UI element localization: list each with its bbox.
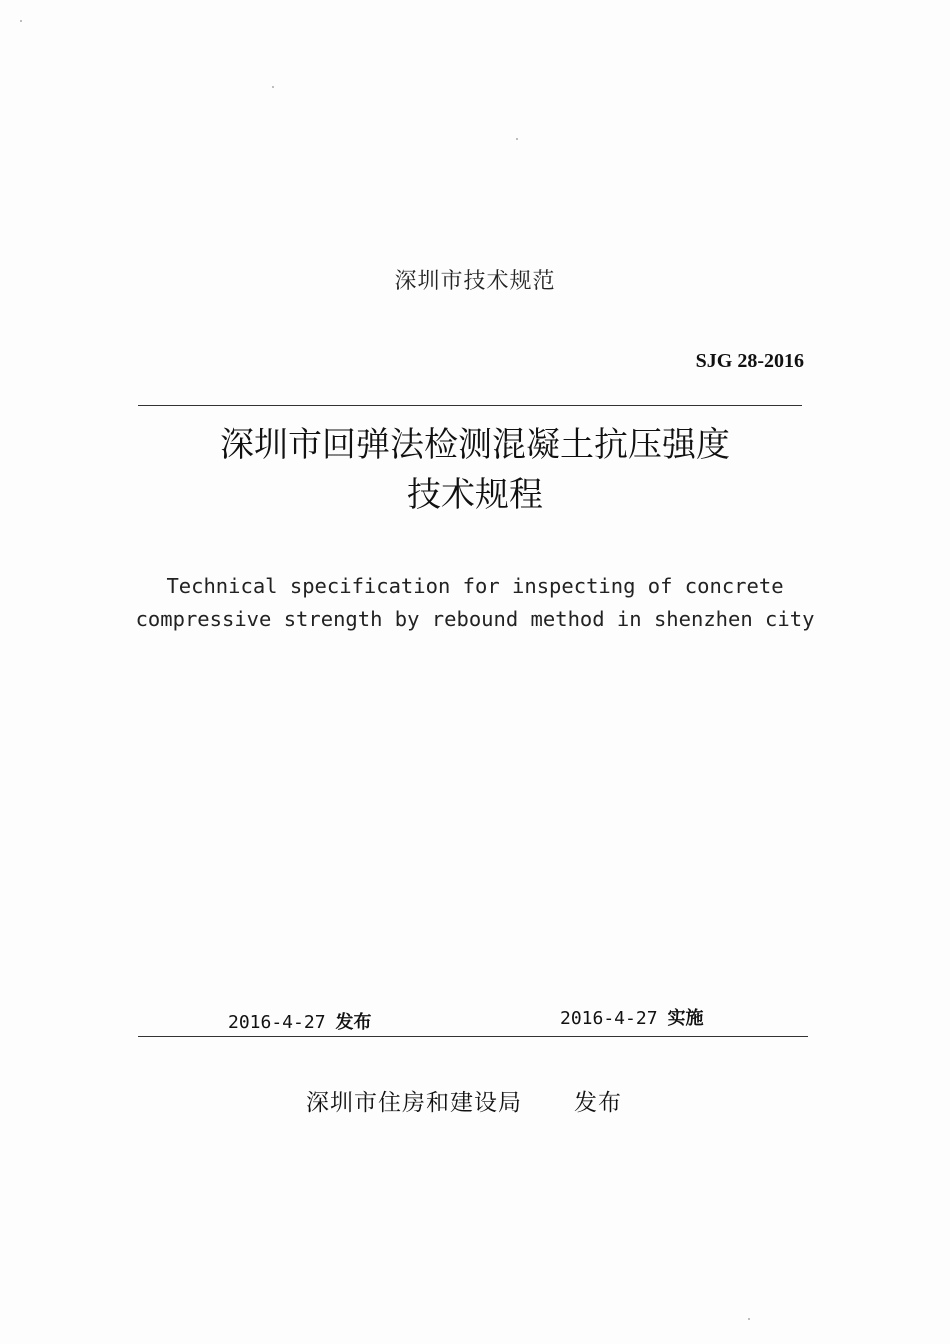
standard-series-label: 深圳市技术规范 bbox=[394, 269, 556, 294]
effective-date: 2016-4-27 bbox=[560, 1008, 658, 1029]
issue-date-row bbox=[228, 1008, 372, 1034]
publisher-label: 发布 bbox=[574, 1090, 622, 1116]
scan-speck bbox=[20, 20, 22, 22]
chinese-title-line-2: 技术规程 bbox=[407, 475, 543, 515]
chinese-title-line-1: 深圳市回弹法检测混凝土抗压强度 bbox=[220, 425, 730, 465]
effective-label: 实施 bbox=[667, 1008, 704, 1029]
chinese-title bbox=[0, 420, 950, 520]
publisher-name: 深圳市住房和建设局 bbox=[306, 1090, 522, 1116]
english-title-line-1: Technical specification for inspecting of concrete bbox=[166, 574, 784, 598]
effective-date-row bbox=[560, 1004, 704, 1030]
english-title-line-2: compressive strength by rebound method in shenzhen city bbox=[135, 607, 815, 631]
english-title bbox=[0, 570, 950, 636]
issue-label: 发布 bbox=[335, 1012, 372, 1033]
publisher-row bbox=[306, 1084, 622, 1117]
issue-date: 2016-4-27 bbox=[228, 1012, 326, 1033]
scan-speck bbox=[516, 138, 518, 140]
top-divider bbox=[138, 405, 802, 406]
bottom-divider bbox=[138, 1036, 808, 1037]
scan-speck bbox=[272, 86, 274, 88]
standard-code: SJG 28-2016 bbox=[695, 350, 804, 372]
scan-speck bbox=[748, 1318, 750, 1320]
